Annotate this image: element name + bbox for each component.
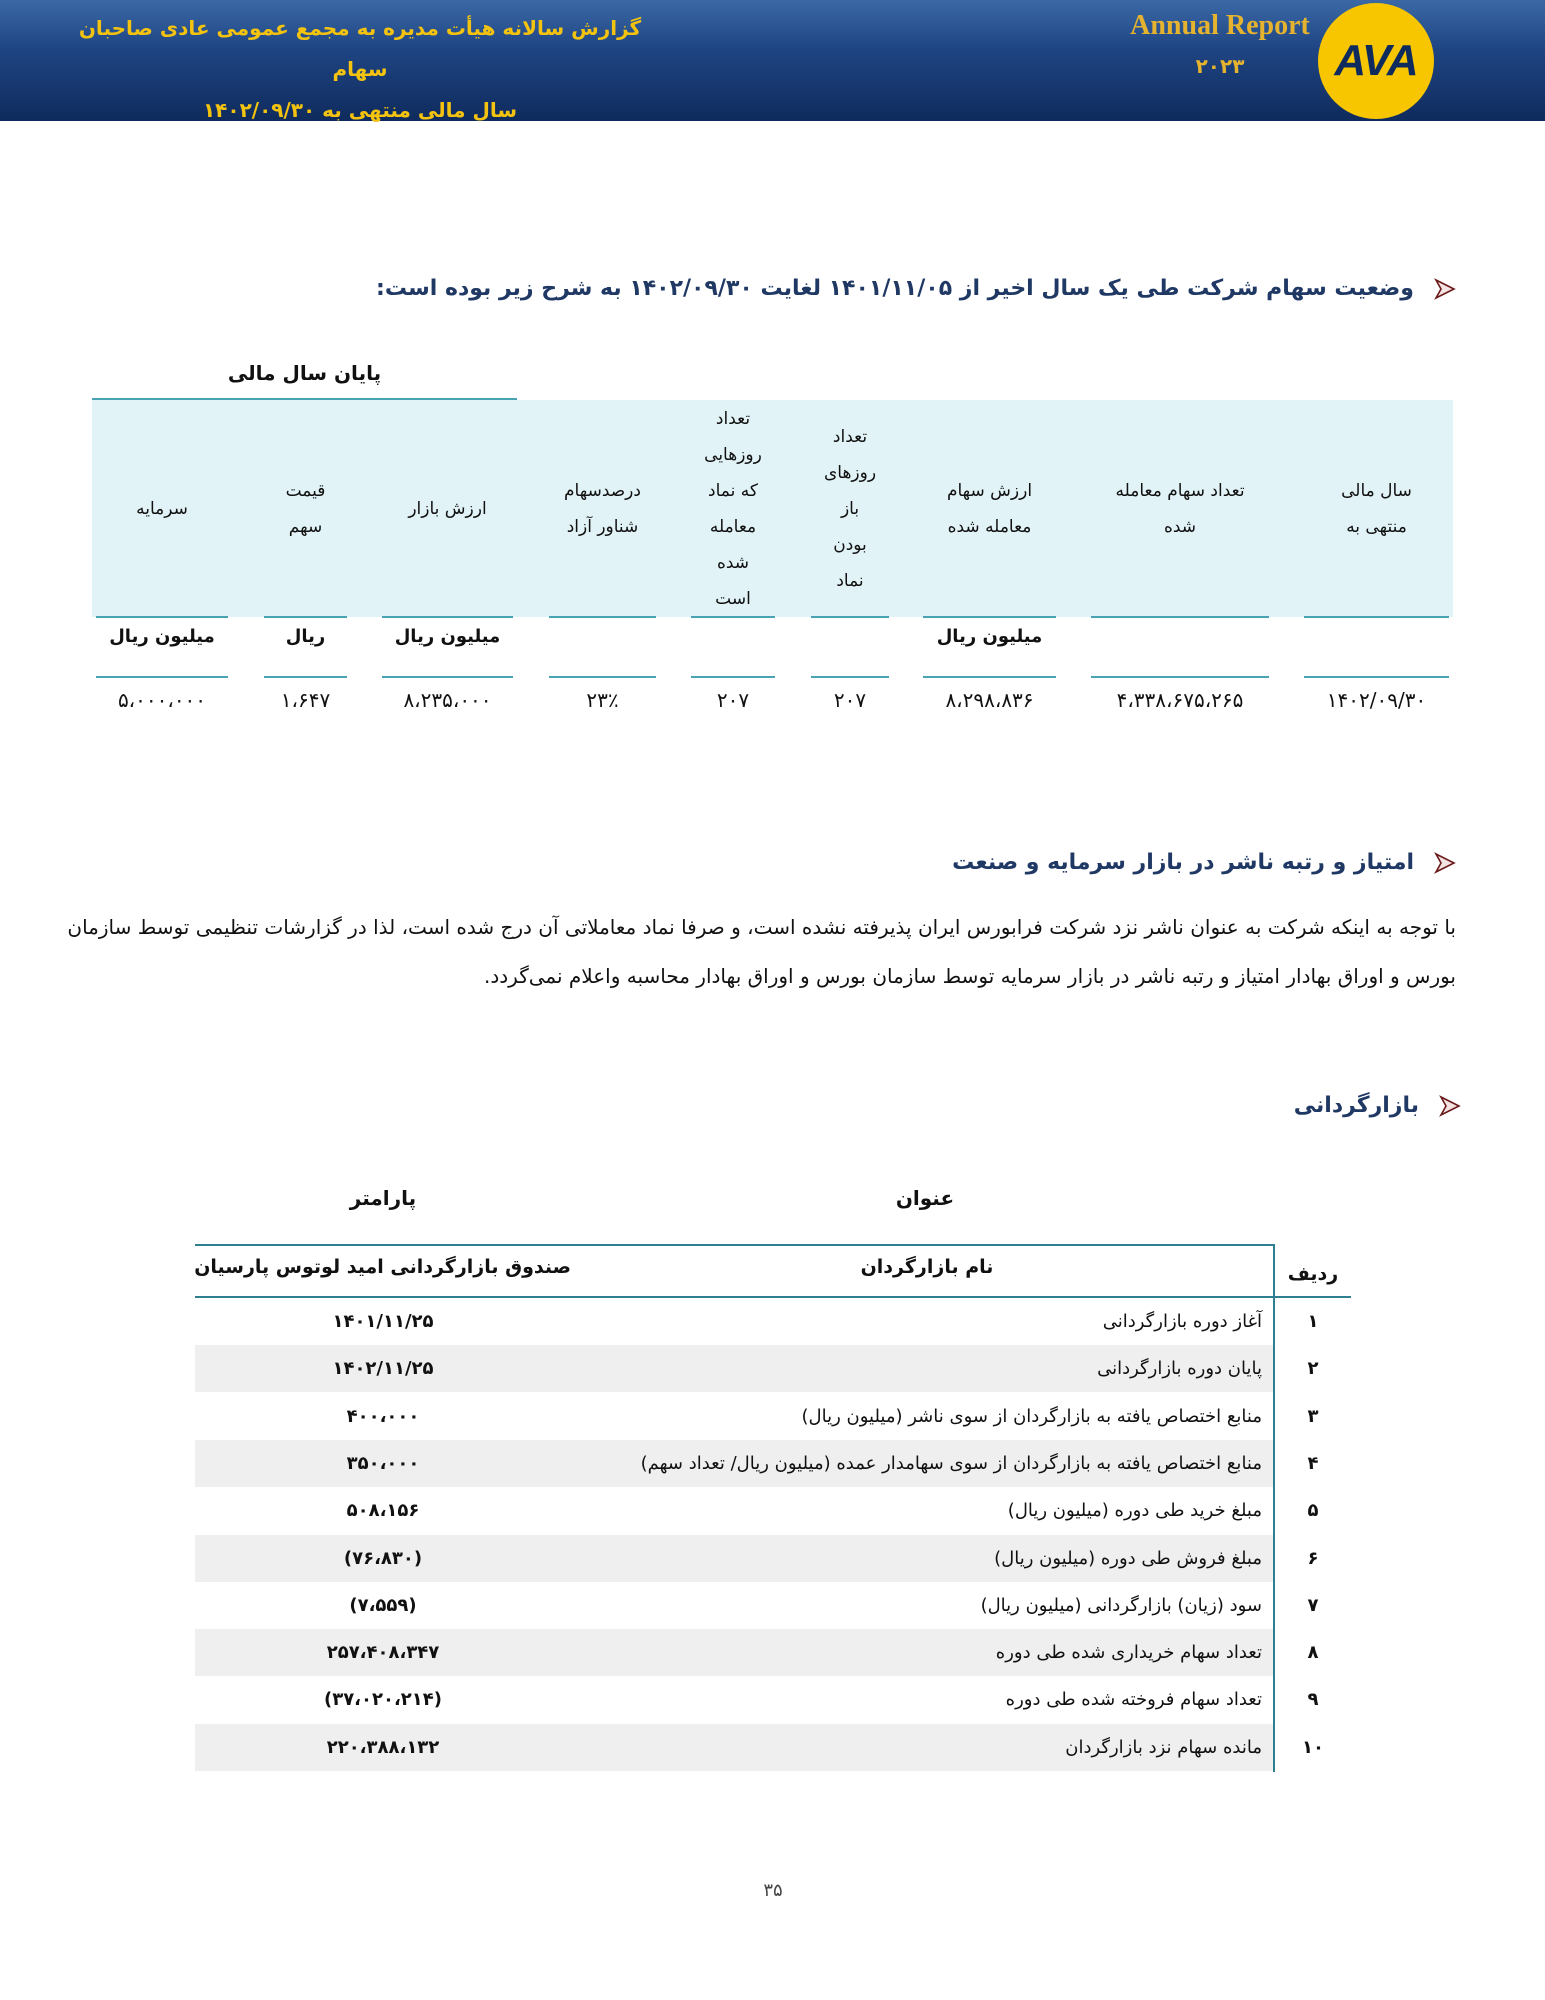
row-number: ۲ [1307,1358,1319,1380]
col-unit-traded-value: میلیون ریال [936,626,1043,647]
col-header-line: روزهای [823,462,877,483]
col-header-trading-days [687,400,779,617]
row-title: تعداد سهام فروخته شده طی دوره [1005,1689,1262,1711]
col-header-line: معامله [709,516,757,537]
report-header-title [60,8,660,131]
row-title: منابع اختصاص یافته به بازارگردان از سوی سهامدار عمده (میلیون ریال/ تعداد سهم) [640,1452,1262,1474]
col-value-shares-traded: ۴،۳۳۸،۶۷۵،۲۶۵ [1116,688,1244,712]
issuer-rating-heading [952,846,1456,880]
col-rule [1304,616,1449,618]
col-rule [264,616,347,618]
market-making-heading-text: بازارگردانی [1293,1093,1419,1118]
annual-report-label: Annual Report [1130,10,1310,41]
col-header-line: شناور آزاد [566,516,639,537]
col-header-free-float [545,400,660,617]
col-header-capital [92,400,232,617]
row-value: ۱۴۰۱/۱۱/۲۵ [332,1311,434,1332]
col-unit-capital: میلیون ریال [109,626,215,647]
row-value: (۳۷،۰۲۰،۲۱۴) [323,1689,443,1711]
col-header-line: ارزش بازار [408,498,487,519]
col-header-line: منتهی به [1346,516,1407,537]
row-value: ۵۰۸،۱۵۶ [346,1500,420,1522]
market-maker-name-value: صندوق بازارگردانی امید لوتوس پارسیان [194,1256,571,1278]
row-number: ۵ [1307,1500,1319,1522]
col-header-line: بودن [833,534,867,555]
col-header-line: سرمایه [136,498,188,519]
row-value: ۲۲۰،۳۸۸،۱۳۲ [326,1736,440,1758]
col-rule [811,616,889,618]
annual-report-year: ۲۰۲۳ [1195,54,1245,78]
col-value-trading-days: ۲۰۷ [716,688,750,712]
issuer-rating-paragraph [67,903,1456,1001]
col-unit-market-value: میلیون ریال [394,626,501,647]
col-value-traded-value: ۸،۲۹۸،۸۳۶ [945,688,1034,712]
col-value-share-price: ۱،۶۴۷ [280,688,331,712]
col-header-open-days [807,400,893,617]
col-header-share-price [260,400,351,617]
row-number: ۴ [1307,1452,1319,1474]
row-number: ۱ [1307,1311,1319,1332]
row-number: ۳ [1307,1405,1319,1427]
col-header-market-value [378,400,517,617]
row-title: منابع اختصاص یافته به بازارگردان از سوی ناشر (میلیون ریال) [801,1405,1262,1427]
col-unit-share-price: ریال [285,626,326,647]
share-status-heading [376,272,1456,306]
col-value-fiscal-year-end: ۱۴۰۲/۰۹/۳۰ [1326,688,1427,712]
table-vertical-rule [1273,1244,1275,1772]
col-rule [549,676,656,678]
issuer-rating-heading-text: امتیاز و رتبه ناشر در بازار سرمایه و صنعت [952,850,1414,875]
row-number-header: ردیف [1287,1263,1339,1285]
col-header-line: شده [716,552,750,573]
row-value: ۱۴۰۲/۱۱/۲۵ [332,1358,434,1380]
col-header-line: معامله شده [947,516,1032,537]
logo-text: AVA [1334,36,1418,85]
col-rule [264,676,347,678]
row-value: ۳۵۰،۰۰۰ [346,1452,420,1474]
paragraph-line: بورس و اوراق بهادار امتیاز و رتبه ناشر در بازار سرمایه توسط سازمان بورس و اوراق بهادار محاسبه واعلام نمی‌گردد. [484,964,1456,988]
col-rule [382,616,513,618]
parameter-column-header: پارامتر [349,1186,417,1210]
col-header-line: نماد [836,570,864,591]
fiscal-year-end-group-label: پایان سال مالی [227,361,382,385]
ava-logo-icon [1318,3,1434,119]
row-value: ۲۵۷،۴۰۸،۳۴۷ [326,1642,440,1664]
col-header-line: روزهایی [704,444,762,465]
report-title: گزارش سالانه هیأت مدیره به مجمع عمومی عادی صاحبان سهام [78,16,642,81]
col-header-line: ارزش سهام [946,480,1033,501]
row-title: مبلغ خرید طی دوره (میلیون ریال) [1007,1500,1262,1522]
col-header-line: تعداد [715,408,751,429]
col-header-line: شده [1163,516,1197,537]
row-title: آغاز دوره بازارگردانی [1102,1311,1262,1332]
col-header-fiscal-year-end [1300,400,1453,617]
page-number: ۳۵ [763,1880,783,1901]
col-rule [1091,676,1269,678]
col-rule [549,616,656,618]
col-header-line: قیمت [285,480,326,501]
col-header-line: که نماد [708,480,758,501]
col-rule [1304,676,1449,678]
market-making-heading [1294,1089,1461,1123]
row-number: ۸ [1307,1642,1319,1664]
row-title: مبلغ فروش طی دوره (میلیون ریال) [994,1547,1262,1569]
col-header-traded-value [919,400,1060,617]
market-maker-name-label: نام بازارگردان [860,1256,994,1278]
col-header-line: تعداد سهام معامله [1115,480,1245,501]
arrow-bullet-icon [1439,1095,1461,1117]
title-column-header: عنوان [895,1186,955,1210]
col-rule [96,676,228,678]
col-rule [691,676,775,678]
col-rule [923,616,1056,618]
row-value: (۷۶،۸۳۰) [343,1547,423,1569]
share-status-heading-text: وضعیت سهام شرکت طی یک سال اخیر از ۱۴۰۱/۱۱/۰۵ لغایت ۱۴۰۲/۰۹/۳۰ به شرح زیر بوده است: [376,276,1414,301]
col-value-open-days: ۲۰۷ [833,688,867,712]
row-title: پایان دوره بازارگردانی [1097,1358,1262,1380]
row-value: ۴۰۰،۰۰۰ [346,1405,420,1427]
arrow-bullet-icon [1434,852,1456,874]
row-number: ۹ [1307,1689,1319,1711]
row-title: سود (زیان) بازارگردانی (میلیون ریال) [980,1594,1262,1616]
row-number: ۱۰ [1302,1736,1324,1758]
arrow-bullet-icon [1434,278,1456,300]
col-header-line: درصدسهام [564,480,641,501]
col-header-shares-traded [1087,400,1273,617]
col-rule [691,616,775,618]
row-number: ۶ [1307,1547,1319,1569]
col-header-line: سال مالی [1341,480,1412,501]
col-header-line: است [715,588,751,609]
col-rule [96,616,228,618]
col-value-market-value: ۸،۲۳۵،۰۰۰ [403,688,492,712]
col-value-free-float: ۲۳٪ [586,688,619,712]
row-title: تعداد سهام خریداری شده طی دوره [995,1642,1262,1664]
col-rule [811,676,889,678]
paragraph-line: با توجه به اینکه شرکت به عنوان ناشر نزد شرکت فرابورس ایران پذیرفته نشده است، و صرفا نماد معاملاتی آن درج شده است، لذا در گزارشات تنظیمی توسط سازمان [67,915,1456,939]
col-rule [923,676,1056,678]
row-title: مانده سهام نزد بازارگردان [1065,1736,1262,1758]
col-header-line: سهم [288,516,323,537]
row-value: (۷،۵۵۹) [349,1594,417,1616]
fiscal-year-line: سال مالی منتهی به ۱۴۰۲/۰۹/۳۰ [202,98,518,122]
table-top-rule [195,1244,1274,1246]
col-header-line: تعداد [832,426,868,447]
col-rule [1091,616,1269,618]
col-header-line: باز [840,498,860,519]
col-value-capital: ۵،۰۰۰،۰۰۰ [117,688,207,712]
row-number: ۷ [1307,1594,1319,1616]
col-rule [382,676,513,678]
